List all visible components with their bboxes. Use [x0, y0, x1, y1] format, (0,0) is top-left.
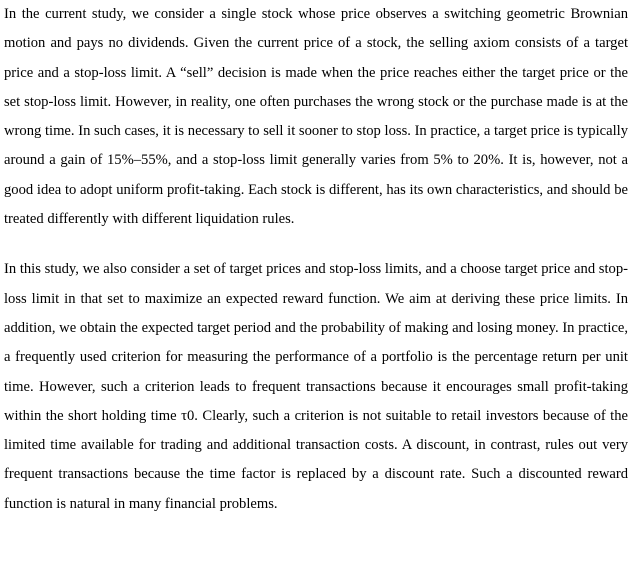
- document-body: [4, 0, 628, 519]
- paragraph-1: In the current study, we consider a single stock whose price observes a switching geometric Brownian motion and pays no dividends. Given the current price of a stock, the selling axiom consists of a target price and a stop-loss limit. A “sell” decision is made when the price reaches either the target price or the set stop-loss limit. However, in reality, one often purchases the wrong stock or the purchase made is at the wrong time. In such cases, it is necessary to sell it sooner to stop loss. In practice, a target price is typically around a gain of 15%–55%, and a stop-loss limit generally varies from 5% to 20%. It is, however, not a good idea to adopt uniform profit-taking. Each stock is different, has its own characteristics, and should be treated differently with different liquidation rules.: [4, 6, 628, 228]
- paragraph-2: In this study, we also consider a set of target prices and stop-loss limits, and a choose target price and stop-loss limit in that set to maximize an expected reward function. We aim at deriving these price limits. In addition, we obtain the expected target period and the probability of making and losing money. In practice, a frequently used criterion for measuring the performance of a portfolio is the percentage return per unit time. However, such a criterion leads to frequent transactions because it encourages small profit-taking within the short holding time τ0. Clearly, such a criterion is not suitable to retail investors because of the limited time available for trading and additional transaction costs. A discount, in contrast, rules out very frequent transactions because the time factor is replaced by a discount rate. Such a discounted reward function is natural in many financial problems.: [4, 261, 628, 512]
